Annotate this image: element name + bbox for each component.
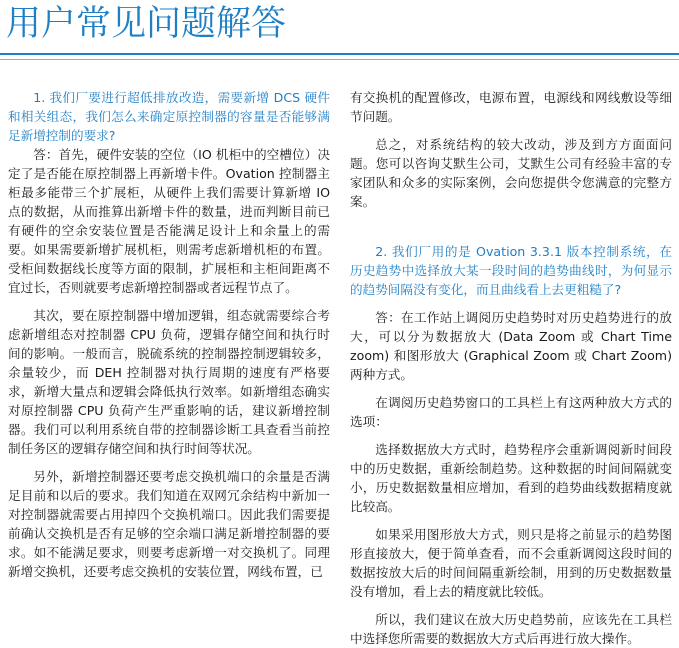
answer-1-paragraph-3-cont: 有交换机的配置修改，电源布置，电源线和网线敷设等细节问题。 [350, 90, 672, 124]
answer-2-paragraph-3: 选择数据放大方式时，趋势程序会重新调阅新时间段中的历史数据，重新绘制趋势。这种数据的时间间隔就变小，历史数据数量相应增加，看到的趋势曲线数据精度就比较高。 [350, 442, 672, 514]
question-1: 1. 我们厂要进行超低排放改造，需要新增 DCS 硬件和相关组态，我们怎么来确定原控制器的容量是否能够满足新增控制的要求? [8, 90, 330, 143]
answer-1-paragraph-4: 总之，对系统结构的较大改动，涉及到方方面面问题。您可以咨询艾默生公司，艾默生公司有经验丰富的专家团队和众多的实际案例，会向您提供令您满意的完整方案。 [350, 137, 672, 209]
title-rule-thin [0, 59, 679, 60]
answer-1-paragraph-1: 答：首先，硬件安装的空位（IO 机柜中的空槽位）决定了是否能在原控制器上再新增卡件。Ovation 控制器主柜最多能带三个扩展柜，从硬件上我们需要计算新增 IO 点的数据，从而推算出新增卡件的数量，进而判断目前已有硬件的空余安装位置是否能满足设计上和余量上的需要。如果需要新增扩展机柜，则需考虑新增机柜的布置。受柜间数据线长度等方面的限制，扩展柜和主柜间距离不宜过长，否则就要考虑新增控制器或者远程节点了。 [8, 147, 330, 295]
answer-2-paragraph-1: 答：在工作站上调阅历史趋势时对历史趋势进行的放大，可以分为数据放大 (Data Zoom 或 Chart Time zoom) 和图形放大 (Graphical Zoom 或 Chart Zoom) 两种方式。 [350, 310, 672, 382]
left-column [8, 88, 330, 581]
question-2: 2. 我们厂用的是 Ovation 3.3.1 版本控制系统，在历史趋势中选择放大某一段时间的趋势曲线时，为何显示的趋势间隔没有变化，而且曲线看上去更粗糙了? [350, 244, 672, 297]
answer-1-paragraph-2: 其次，要在原控制器中增加逻辑，组态就需要综合考虑新增组态对控制器 CPU 负荷，逻辑存储空间和执行时间的影响。一般而言，脱硫系统的控制器控制逻辑较多，余量较少，而 DEH 控制器对执行周期的速度有严格要求，新增大量点和逻辑会降低执行效率。如新增组态确实对原控制器 CPU 负荷产生严重影响的话，建议新增控制器。我们可以利用系统自带的控制器诊断工具查看当前控制任务区的逻辑存储空间和执行时间等状况。 [8, 308, 330, 456]
title-rule [0, 53, 679, 55]
answer-2-paragraph-4: 如果采用图形放大方式，则只是将之前显示的趋势图形直接放大，便于简单查看，而不会重新调阅这段时间的数据按放大后的时间间隔重新绘制，用到的历史数据数量没有增加，看上去的精度就比较低。 [350, 527, 672, 599]
answer-2-paragraph-2: 在调阅历史趋势窗口的工具栏上有这两种放大方式的选项： [350, 395, 672, 429]
answer-2-paragraph-5: 所以，我们建议在放大历史趋势前，应该先在工具栏中选择您所需要的数据放大方式后再进行放大操作。 [350, 612, 672, 646]
answer-1-paragraph-3: 另外，新增控制器还要考虑交换机端口的余量是否满足目前和以后的要求。我们知道在双网冗余结构中新加一对控制器就需要占用掉四个交换机端口。因此我们需要提前确认交换机是否有足够的空余端口满足新增控制器的要求。如不能满足要求，则要考虑新增一对交换机了。同理新增交换机，还要考虑交换机的安装位置，网线布置，已 [8, 469, 330, 579]
right-column [350, 88, 672, 648]
page-title: 用户常见问题解答 [6, 4, 287, 44]
